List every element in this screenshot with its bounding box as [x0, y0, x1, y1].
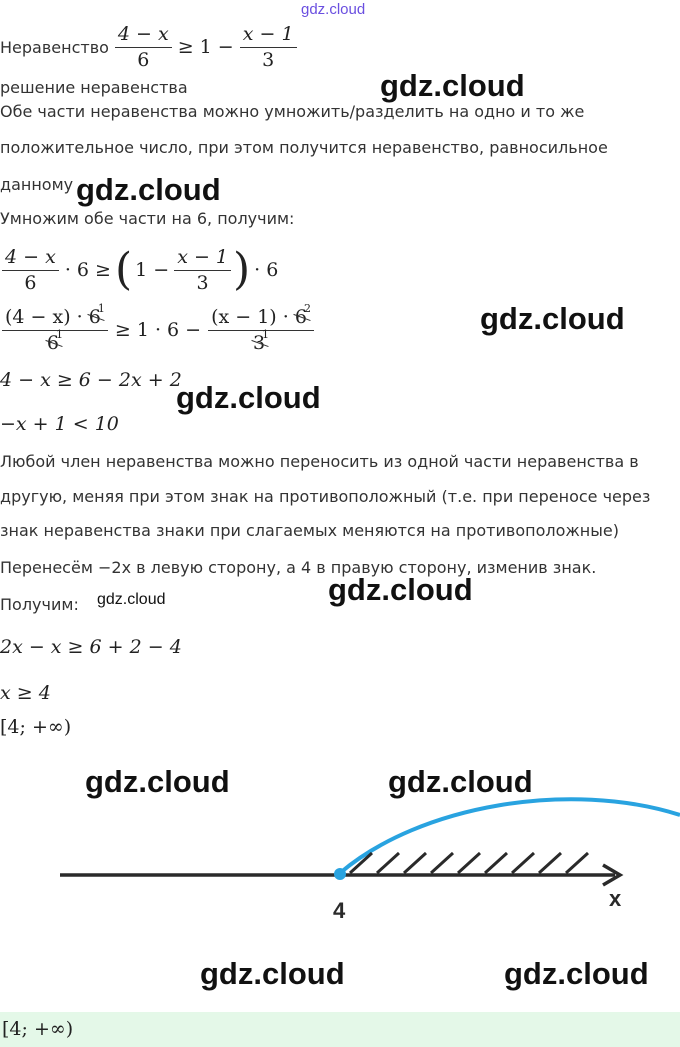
cancelled-three: 3: [252, 331, 266, 354]
axis-label: x: [609, 886, 622, 911]
fraction-numerator: 4 − x: [115, 24, 172, 48]
watermark: gdz.cloud: [504, 956, 649, 991]
rule2-line3: знак неравенства знаки при слагаемых меняются на противоположные): [0, 521, 619, 540]
fraction-denominator: 3: [262, 48, 275, 71]
step-6: x ≥ 4: [0, 682, 51, 704]
cancelled-six: 6: [294, 305, 307, 328]
watermark: gdz.cloud: [380, 68, 525, 103]
cancel-result: 1: [97, 301, 105, 315]
fraction-denominator: 3: [196, 271, 209, 294]
get-label: Получим:: [0, 595, 79, 614]
cancelled-six: 6: [88, 305, 101, 328]
cancel-result: 1: [55, 327, 63, 341]
problem-relation: ≥ 1 −: [177, 36, 234, 58]
answer-box: [0, 1012, 680, 1047]
step-4: −x + 1 < 10: [0, 413, 119, 435]
closed-point: [334, 868, 346, 880]
watermark-top: gdz.cloud: [301, 1, 366, 18]
multiply-line: Умножим обе части на 6, получим:: [0, 209, 295, 228]
step1-one: 1 −: [135, 259, 170, 281]
step2-fraction-left: [2, 301, 108, 354]
fraction-numerator: 4 − x: [2, 247, 59, 271]
step2-num-part: (4 − x) ·: [5, 305, 83, 328]
step-3: 4 − x ≥ 6 − 2x + 2: [0, 369, 182, 391]
fraction-denominator: 6: [24, 271, 37, 294]
rule2-line2: другую, меняя при этом знак на противоположный (т.е. при переносе через: [0, 487, 651, 506]
fraction-denominator: 6: [137, 48, 150, 71]
watermark: gdz.cloud: [480, 301, 625, 336]
watermark: gdz.cloud: [328, 572, 473, 607]
point-label: 4: [333, 898, 346, 923]
answer-interval: [4; +∞): [2, 1018, 74, 1040]
transfer-line: Перенесём −2x в левую сторону, а 4 в правую сторону, изменив знак.: [0, 558, 597, 577]
left-paren: (: [114, 244, 133, 295]
rule1-line2: положительное число, при этом получится неравенство, равносильное: [0, 138, 608, 157]
cancel-result: 1: [262, 327, 270, 341]
step2-num-part: (x − 1) ·: [211, 305, 289, 328]
step-1: [0, 242, 278, 298]
hatching: [350, 853, 588, 873]
problem-fraction-right: [240, 24, 297, 71]
step2-operator: ≥ 1 · 6 −: [114, 319, 202, 341]
rule1-line3: данному: [0, 175, 74, 194]
problem-fraction-left: [115, 24, 172, 71]
rule2-line1: Любой член неравенства можно переносить из одной части неравенства в: [0, 452, 639, 471]
step2-fraction-right: [208, 301, 314, 354]
watermark: gdz.cloud: [76, 172, 221, 207]
problem-label: Неравенство: [0, 37, 109, 57]
step1-tail: · 6: [254, 259, 279, 281]
fraction-numerator: x − 1: [174, 247, 231, 271]
cancelled-six: 6: [46, 331, 59, 354]
fraction-numerator: x − 1: [240, 24, 297, 48]
cancel-result: 2: [303, 301, 311, 315]
watermark-small: gdz.cloud: [97, 591, 166, 608]
right-paren: ): [233, 244, 251, 295]
watermark: gdz.cloud: [388, 764, 533, 799]
step1-inner-fraction: [174, 247, 231, 294]
rule1-line1: Обе части неравенства можно умножить/разделить на одно и то же: [0, 102, 585, 121]
step1-operator: · 6 ≥: [64, 259, 111, 281]
watermark: gdz.cloud: [200, 956, 345, 991]
watermark: gdz.cloud: [176, 380, 321, 415]
solution-title: решение неравенства: [0, 78, 188, 97]
problem-statement: [0, 22, 299, 72]
watermark: gdz.cloud: [85, 764, 230, 799]
step-2: [0, 303, 316, 357]
step-7-interval: [4; +∞): [0, 716, 72, 738]
number-line: [0, 760, 680, 930]
step-5: 2x − x ≥ 6 + 2 − 4: [0, 636, 182, 658]
step1-fraction: [2, 247, 59, 294]
